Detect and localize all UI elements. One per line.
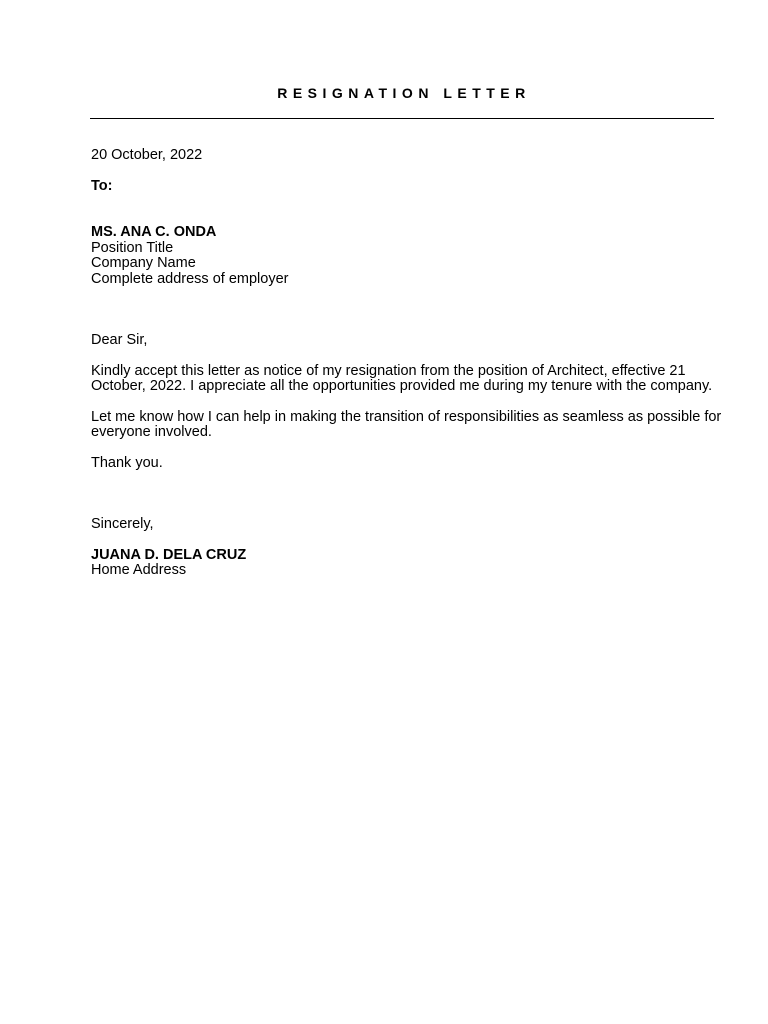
salutation: Dear Sir,: [91, 332, 148, 348]
recipient-address: Complete address of employer: [91, 270, 289, 287]
paragraph-resignation-notice: [91, 364, 721, 395]
letter-date: 20 October, 2022: [91, 147, 203, 163]
paragraph-transition-offer: [91, 410, 721, 441]
paragraph-line: Thank you.: [91, 454, 163, 471]
paragraph-line: everyone involved.: [91, 424, 212, 440]
recipient-name: MS. ANA C. ONDA: [91, 224, 217, 240]
document-title: RESIGNATION LETTER: [277, 85, 531, 101]
recipient-company: Company Name: [91, 255, 196, 271]
sender-name: JUANA D. DELA CRUZ: [91, 546, 247, 563]
closing: Sincerely,: [91, 516, 154, 532]
paragraph-line: Kindly accept this letter as notice of my resignation from the position of Architect, effective 21: [91, 362, 686, 379]
paragraph-line: Let me know how I can help in making the transition of responsibilities as seamless as possible for: [91, 408, 722, 425]
title-divider: [90, 118, 714, 119]
paragraph-thanks: [91, 456, 721, 472]
to-label: To:: [91, 177, 113, 194]
paragraph-line: October, 2022. I appreciate all the opportunities provided me during my tenure with the company.: [91, 378, 713, 394]
recipient-position: Position Title: [91, 239, 174, 256]
letter-body: [91, 148, 721, 579]
recipient-block: [91, 225, 721, 287]
signature-block: [91, 548, 721, 579]
sender-address: Home Address: [91, 562, 187, 578]
